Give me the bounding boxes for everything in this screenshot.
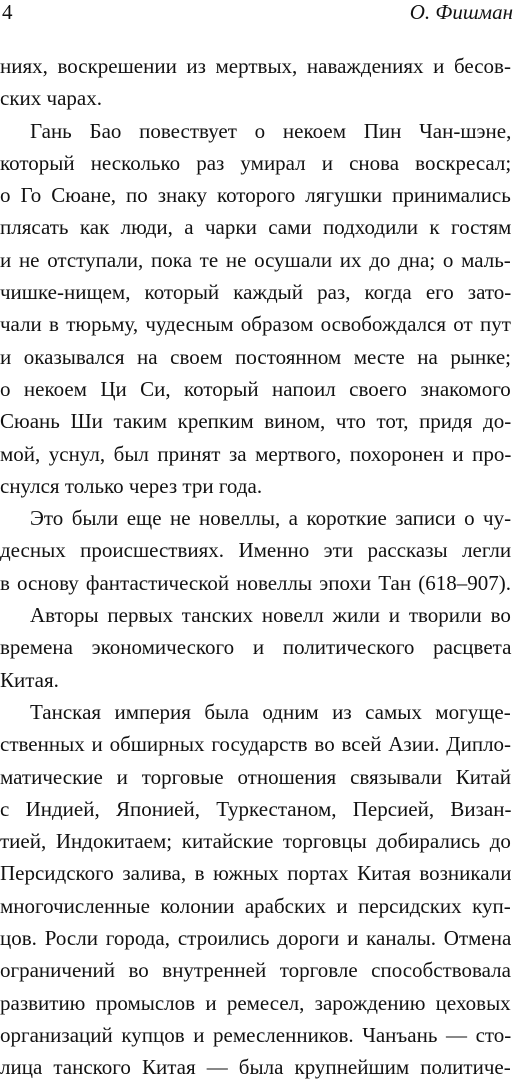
text-line: ограничений во внутренней торговле способствовала bbox=[0, 958, 511, 983]
text-line: снулся только через три года. bbox=[0, 473, 263, 498]
text-line: ственных и обширных государств во всей Азии. Дипло- bbox=[0, 732, 512, 757]
text-line: Авторы первых танских новелл жили и творили во bbox=[30, 603, 511, 628]
text-line: с Индией, Японией, Туркестаном, Персией, Визан- bbox=[0, 796, 512, 821]
text-line: чишке-нищем, который каждый раз, когда его зато- bbox=[0, 280, 512, 305]
text-line: о некоем Ци Си, который напоил своего знакомого bbox=[0, 376, 511, 401]
text-line: лица танского Китая — была крупнейшим политиче- bbox=[0, 1055, 511, 1080]
text-line: и оказывался на своем постоянном месте на рынке; bbox=[0, 344, 512, 369]
text-line: который несколько раз умирал и снова воскресал; bbox=[0, 150, 512, 175]
page-header bbox=[0, 0, 515, 26]
text-line: Танская империя была одним из самых могуще- bbox=[30, 699, 511, 724]
text-line: матические и торговые отношения связывали Китай bbox=[0, 764, 512, 789]
text-line: организаций купцов и ремесленников. Чанъань — сто- bbox=[0, 1022, 512, 1047]
text-line: плясать как люди, а чарки сами подходили к гостям bbox=[0, 215, 512, 240]
text-line: мой, уснул, был принят за мертвого, похоронен и про- bbox=[0, 441, 512, 466]
text-line: и не отступали, пока те не осушали их до дна; о маль- bbox=[0, 247, 511, 272]
text-line: тией, Индокитаем; китайские торговцы добирались до bbox=[0, 829, 511, 854]
text-line: Персидского залива, в южных портах Китая возникали bbox=[0, 861, 512, 886]
body-text bbox=[0, 50, 515, 1084]
text-line: Это были еще не новеллы, а короткие записи о чу- bbox=[30, 506, 512, 531]
text-line: ских чарах. bbox=[0, 86, 102, 111]
text-line: в основу фантастической новеллы эпохи Тан (618–907). bbox=[0, 570, 511, 595]
text-line: времена экономического и политического расцвета bbox=[0, 635, 512, 660]
text-line: многочисленные колонии арабских и персидских куп- bbox=[0, 893, 511, 918]
text-line: цов. Росли города, строились дороги и каналы. Отмена bbox=[0, 926, 512, 951]
text-line: десных происшествиях. Именно эти рассказы легли bbox=[0, 538, 512, 563]
page-number: 4 bbox=[2, 0, 13, 24]
text-line: о Го Сюане, по знаку которого лягушки принимались bbox=[0, 183, 511, 208]
text-line: Гань Бао повествует о некоем Пин Чан-шэне, bbox=[30, 118, 512, 143]
running-head-author: О. Фишман bbox=[409, 0, 513, 24]
text-line: Китая. bbox=[0, 667, 59, 692]
text-line: ниях, воскрешении из мертвых, наваждениях и бесов- bbox=[0, 54, 511, 78]
text-line: развитию промыслов и ремесел, зарождению цеховых bbox=[0, 990, 511, 1015]
text-line: Сюань Ши таким крепким вином, что тот, придя до- bbox=[0, 409, 512, 434]
text-line: чали в тюрьму, чудесным образом освобождался от пут bbox=[0, 312, 511, 337]
